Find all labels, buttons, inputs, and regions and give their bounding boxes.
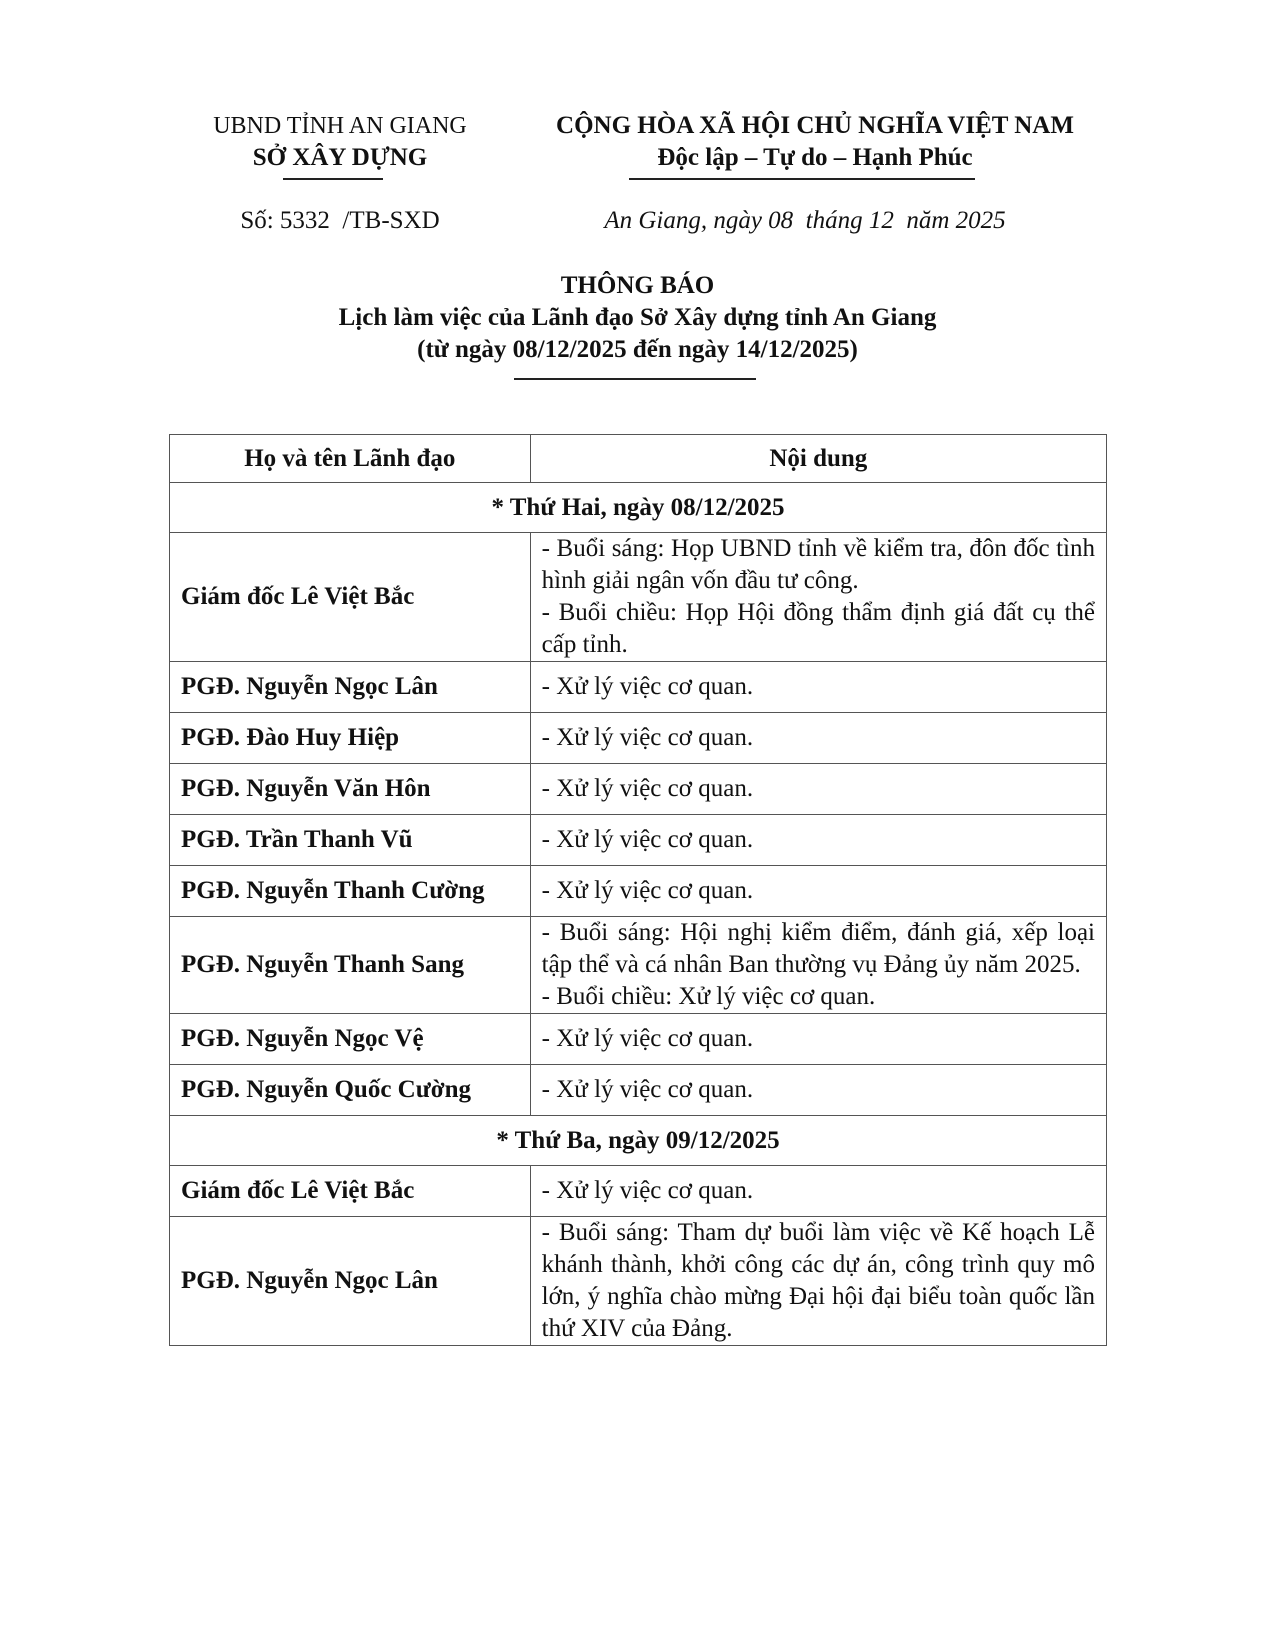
national-header (525, 110, 1105, 174)
document-title: THÔNG BÁO (560, 272, 715, 299)
content-line: - Buổi sáng: Tham dự buổi làm việc về Kế hoạch Lễ khánh thành, khởi công các dự án, công trình quy mô lớn, ý nghĩa chào mừng Đại hội đại biểu toàn quốc lần thứ XIV của Đảng. (541, 1219, 1095, 1342)
content-line: - Xử lý việc cơ quan. (541, 673, 754, 700)
content-line: - Xử lý việc cơ quan. (541, 724, 754, 751)
content-line: - Xử lý việc cơ quan. (541, 1076, 754, 1103)
content-line: - Xử lý việc cơ quan. (541, 775, 754, 802)
content-line: - Buổi chiều: Họp Hội đồng thẩm định giá đất cụ thể cấp tỉnh. (541, 599, 1095, 658)
content-line: - Buổi chiều: Xử lý việc cơ quan. (541, 983, 876, 1010)
national-title: CỘNG HÒA XÃ HỘI CHỦ NGHĨA VIỆT NAM (556, 112, 1074, 139)
leader-name: Giám đốc Lê Việt Bắc (170, 533, 531, 662)
table-row (170, 533, 1107, 662)
document-subtitle: Lịch làm việc của Lãnh đạo Sở Xây dựng tỉnh An Giang (338, 304, 937, 331)
schedule-content (530, 662, 1106, 713)
content-line: - Buổi sáng: Hội nghị kiểm điểm, đánh giá, xếp loại tập thể và cá nhân Ban thường vụ Đảng ủy năm 2025. (541, 919, 1095, 978)
schedule-content (530, 533, 1106, 662)
schedule-content (530, 713, 1106, 764)
motto-underline (629, 178, 975, 180)
content-line: - Xử lý việc cơ quan. (541, 877, 754, 904)
day-row (170, 483, 1107, 533)
column-header-name: Họ và tên Lãnh đạo (170, 435, 531, 483)
leader-name: PGĐ. Nguyễn Ngọc Lân (170, 1217, 531, 1346)
schedule-content (530, 1014, 1106, 1065)
document-title-block (190, 270, 1085, 366)
table-row (170, 1166, 1107, 1217)
agency-header (190, 110, 490, 174)
content-line: - Buổi sáng: Họp UBND tỉnh về kiểm tra, đôn đốc tình hình giải ngân vốn đầu tư công. (541, 535, 1095, 594)
leader-name: PGĐ. Nguyễn Văn Hôn (170, 764, 531, 815)
leader-name: PGĐ. Nguyễn Thanh Cường (170, 866, 531, 917)
table-row (170, 764, 1107, 815)
table-row (170, 1065, 1107, 1116)
leader-name: PGĐ. Trần Thanh Vũ (170, 815, 531, 866)
table-row (170, 713, 1107, 764)
schedule-table (169, 434, 1107, 1346)
content-line: - Xử lý việc cơ quan. (541, 1177, 754, 1204)
document-number: Số: 5332 /TB-SXD (240, 207, 440, 234)
leader-name: PGĐ. Nguyễn Ngọc Vệ (170, 1014, 531, 1065)
table-row (170, 1217, 1107, 1346)
national-motto: Độc lập – Tự do – Hạnh Phúc (657, 144, 973, 171)
day-label: * Thứ Hai, ngày 08/12/2025 (170, 483, 1107, 533)
table-header-row (170, 435, 1107, 483)
table-row (170, 815, 1107, 866)
schedule-content (530, 764, 1106, 815)
leader-name: PGĐ. Đào Huy Hiệp (170, 713, 531, 764)
agency-parent: UBND TỈNH AN GIANG (213, 113, 467, 139)
leader-name: PGĐ. Nguyễn Quốc Cường (170, 1065, 531, 1116)
schedule-content (530, 917, 1106, 1014)
day-row (170, 1116, 1107, 1166)
schedule-content (530, 1217, 1106, 1346)
leader-name: PGĐ. Nguyễn Ngọc Lân (170, 662, 531, 713)
day-label: * Thứ Ba, ngày 09/12/2025 (170, 1116, 1107, 1166)
schedule-content (530, 815, 1106, 866)
schedule-content (530, 1166, 1106, 1217)
agency-name: SỞ XÂY DỰNG (252, 144, 428, 171)
table-row (170, 866, 1107, 917)
table-row (170, 917, 1107, 1014)
document-period: (từ ngày 08/12/2025 đến ngày 14/12/2025) (417, 336, 858, 363)
schedule-body (170, 483, 1107, 1346)
place-date: An Giang, ngày 08 tháng 12 năm 2025 (604, 207, 1006, 234)
agency-underline (283, 178, 383, 180)
column-header-content: Nội dung (530, 435, 1106, 483)
content-line: - Xử lý việc cơ quan. (541, 1025, 754, 1052)
title-underline (514, 378, 756, 380)
content-line: - Xử lý việc cơ quan. (541, 826, 754, 853)
table-row (170, 1014, 1107, 1065)
table-row (170, 662, 1107, 713)
leader-name: PGĐ. Nguyễn Thanh Sang (170, 917, 531, 1014)
leader-name: Giám đốc Lê Việt Bắc (170, 1166, 531, 1217)
schedule-content (530, 1065, 1106, 1116)
schedule-content (530, 866, 1106, 917)
